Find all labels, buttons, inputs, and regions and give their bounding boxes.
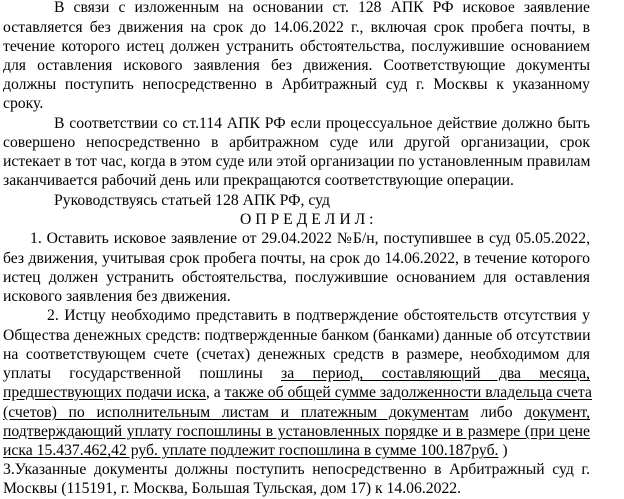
text-line <box>3 133 590 153</box>
text-line <box>3 345 590 365</box>
text-line <box>3 287 403 307</box>
text-line <box>54 114 590 134</box>
text-fragment: должны поступить непосредственно в Арбитражный суд г. Москвы к указанному <box>3 76 590 93</box>
text-fragment: для оставления искового заявления без движения. Соответствующие документы <box>3 57 590 74</box>
text-fragment: искового заявления без движения. <box>3 288 231 305</box>
text-fragment: Руководствуясь статьей 128 АПК РФ, суд <box>54 192 330 209</box>
text-fragment: 1. Оставить исковое заявление от 29.04.2022 №Б/н, поступившее в суд 05.05.2022, <box>30 230 590 247</box>
underlined-text: за период, составляющий два месяца, <box>281 365 590 382</box>
underlined-text: также об общей сумме задолженности владельца счета <box>224 384 592 401</box>
text-line <box>3 171 590 191</box>
text-line <box>3 75 590 95</box>
text-line <box>3 422 590 442</box>
text-line <box>3 403 590 423</box>
text-line <box>3 326 590 346</box>
text-line <box>3 460 590 480</box>
text-line <box>3 56 590 76</box>
text-fragment: совершено непосредственно в арбитражном суде или другой организации, срок <box>3 134 590 151</box>
underlined-text: документ, <box>524 404 590 421</box>
text-fragment: О П Р Е Д Е Л И Л : <box>240 211 374 228</box>
text-fragment: Общества денежных средств: подтвержденные банком (банками) данные об отсутствии <box>3 327 591 344</box>
text-fragment: В связи с изложенным на основании ст. 128 АПК РФ исковое заявление <box>54 0 590 16</box>
text-fragment: течение которого истец должен устранить обстоятельства, послужившие основанием <box>3 38 590 55</box>
text-line <box>3 152 590 172</box>
text-fragment: истец должен устранить обстоятельства, послужившие основанием для оставления <box>3 269 590 286</box>
text-line <box>3 441 523 461</box>
text-line <box>3 479 590 499</box>
underlined-text: подтверждающий уплату госпошлины в установленных порядке и в размере (при цене <box>3 423 590 440</box>
text-fragment: заканчивается рабочий день или прекращаются соответствующие операции. <box>3 172 514 189</box>
text-fragment: сроку. <box>3 95 44 112</box>
text-fragment: истекает в тот час, когда в этом суде или этой организации по установленным правилам <box>3 153 591 170</box>
text-line <box>3 268 590 288</box>
text-line <box>47 306 590 326</box>
text-fragment: либо <box>468 404 525 421</box>
text-line <box>54 0 590 18</box>
text-fragment: уплаты государственной пошлины <box>3 365 282 382</box>
text-line <box>3 383 590 403</box>
text-fragment: на соответствующем счете (счетах) денежных средств в размере, необходимом для <box>3 346 590 363</box>
text-line <box>3 94 63 114</box>
underlined-text: иска 15.437.462,42 руб. уплате подлежит госпошлина в сумме 100.187руб. <box>3 442 499 459</box>
text-line <box>240 210 540 230</box>
underlined-text: (счетов) по исполнительным листам и платежным документам <box>3 404 469 421</box>
text-fragment: , а <box>205 384 225 401</box>
underlined-text: предшествующих подачи иска <box>3 384 206 401</box>
text-fragment: 3.Указанные документы должны поступить непосредственно в Арбитражный суд г. <box>3 461 590 478</box>
text-line <box>3 249 590 269</box>
text-fragment: Москвы (115191, г. Москва, Большая Тульская, дом 17) к 14.06.2022. <box>3 480 462 497</box>
text-line <box>3 37 590 57</box>
text-fragment: В соответствии со ст.114 АПК РФ если процессуальное действие должно быть <box>54 115 590 132</box>
text-line <box>3 18 590 38</box>
text-line <box>54 191 454 211</box>
text-line <box>3 364 590 384</box>
text-fragment: без движения, учитывая срок пробега почты, на срок до 14.06.2022, в течение которого <box>3 250 590 267</box>
text-fragment: 2. Истцу необходимо представить в подтверждение обстоятельств отсутствия у <box>47 307 590 324</box>
text-line <box>30 229 590 249</box>
text-fragment: оставляется без движения на срок до 14.06.2022 г., включая срок пробега почты, в <box>3 19 590 36</box>
text-fragment: ) <box>498 442 508 459</box>
